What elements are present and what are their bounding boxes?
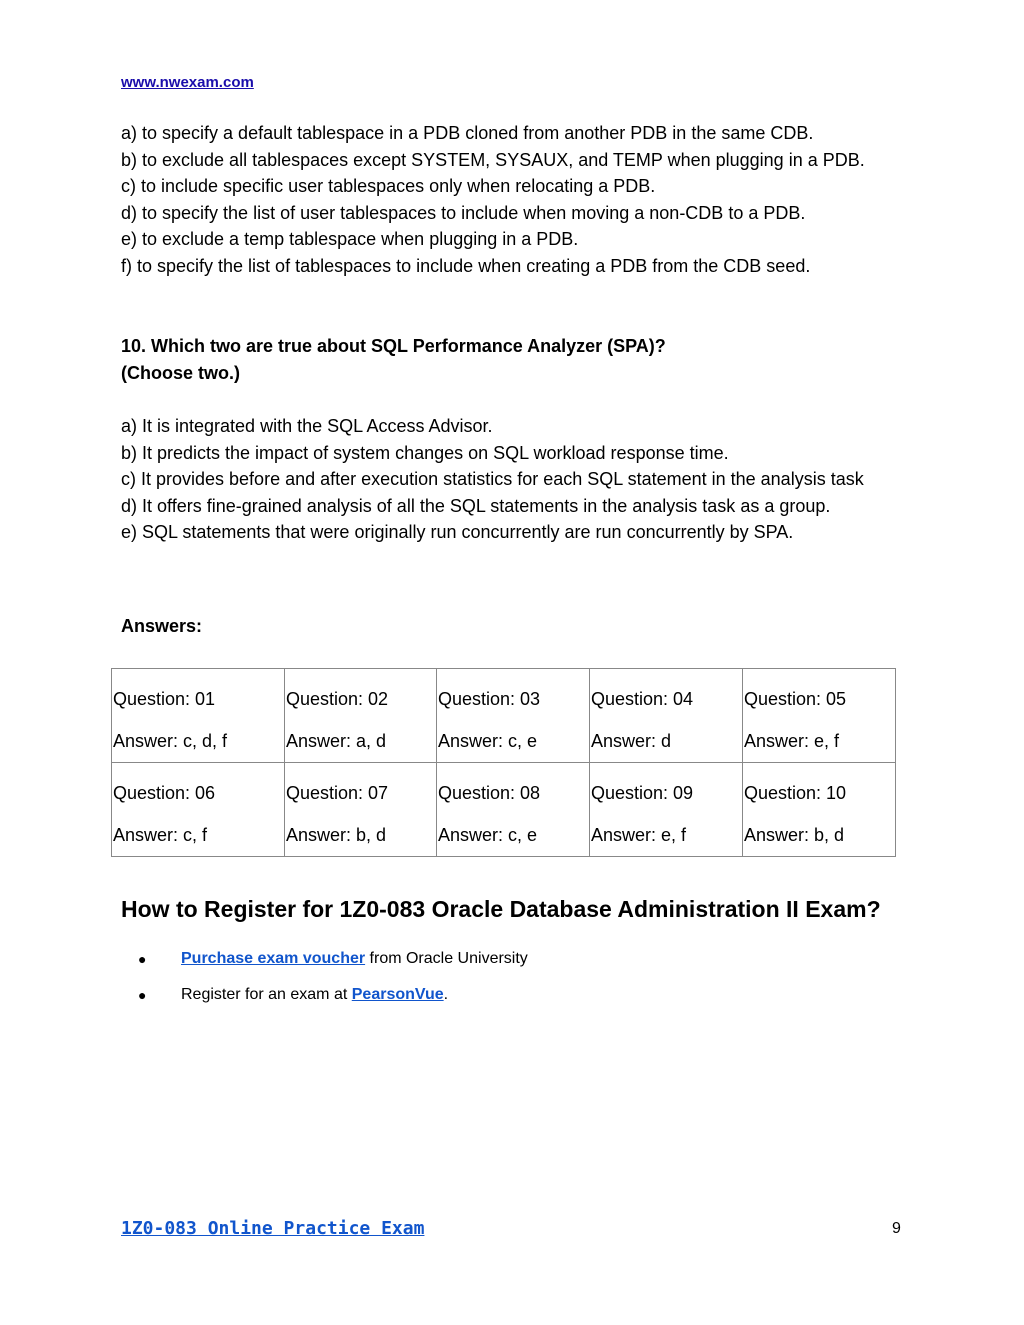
previous-question-options [121,120,921,279]
answer-cell [437,669,590,763]
option-c: c) to include specific user tablespaces only when relocating a PDB. [121,176,656,196]
question-number: Question: 07 [286,783,389,803]
question-10-options [121,413,921,546]
option-b: b) to exclude all tablespaces except SYSTEM, SYSAUX, and TEMP when plugging in a PDB. [121,149,865,170]
list-item-text: Register for an exam at [181,986,352,1003]
answers-table [111,668,896,857]
answer-value: Answer: e, f [744,731,840,751]
list-item [121,944,528,980]
page-number: 9 [892,1220,901,1237]
answer-value: Answer: b, d [286,825,387,845]
bullet-icon: ● [138,951,147,967]
answer-value: Answer: c, e [438,731,538,751]
practice-exam-link[interactable]: 1Z0-083 Online Practice Exam [121,1218,425,1239]
question-10-line1: 10. Which two are true about SQL Performance Analyzer (SPA)? [121,336,666,356]
answer-cell [437,763,590,857]
answer-cell [743,763,896,857]
answer-value: Answer: c, e [438,825,538,845]
answer-value: Answer: b, d [744,825,845,845]
question-number: Question: 05 [744,689,847,709]
answer-value: Answer: c, d, f [113,731,228,751]
question-number: Question: 03 [438,689,541,709]
answer-cell [590,669,743,763]
answer-cell [743,669,896,763]
question-number: Question: 10 [744,783,847,803]
table-row [112,669,896,763]
option-a: a) to specify a default tablespace in a PDB cloned from another PDB in the same CDB. [121,123,814,143]
question-number: Question: 02 [286,689,389,709]
answers-title: Answers: [121,616,203,636]
purchase-voucher-link[interactable]: Purchase exam voucher [181,950,366,967]
question-10-line2: (Choose two.) [121,363,240,383]
register-list [121,944,528,1016]
pearsonvue-link[interactable]: PearsonVue [351,986,444,1003]
register-heading: How to Register for 1Z0-083 Oracle Database Administration II Exam? [121,896,881,922]
question-number: Question: 06 [113,783,216,803]
list-item-end: . [443,986,449,1003]
q10-option-e: e) SQL statements that were originally run concurrently are run concurrently by SPA. [121,522,794,542]
bullet-icon: ● [138,987,147,1003]
answer-cell [285,763,437,857]
q10-option-b: b) It predicts the impact of system changes on SQL workload response time. [121,442,729,463]
option-e: e) to exclude a temp tablespace when plugging in a PDB. [121,229,579,249]
question-number: Question: 09 [591,783,694,803]
question-number: Question: 08 [438,783,541,803]
question-number: Question: 04 [591,689,694,709]
answer-cell [112,669,285,763]
q10-option-c: c) It provides before and after execution statistics for each SQL statement in the analysis task [121,469,864,489]
answer-cell [590,763,743,857]
table-row [112,763,896,857]
answer-value: Answer: d [591,731,672,751]
answer-cell [112,763,285,857]
answer-value: Answer: c, f [113,825,208,845]
question-number: Question: 01 [113,689,216,709]
option-d: d) to specify the list of user tablespaces to include when moving a non-CDB to a PDB. [121,202,806,223]
site-link[interactable]: www.nwexam.com [121,74,254,91]
answer-cell [285,669,437,763]
q10-option-a: a) It is integrated with the SQL Access Advisor. [121,416,493,436]
list-item-text: from Oracle University [365,950,528,967]
list-item [121,980,528,1016]
option-f: f) to specify the list of tablespaces to include when creating a PDB from the CDB seed. [121,255,811,276]
answer-value: Answer: a, d [286,731,387,751]
q10-option-d: d) It offers fine-grained analysis of all the SQL statements in the analysis task as a group. [121,495,831,516]
question-10-title [121,333,921,387]
answer-value: Answer: e, f [591,825,687,845]
